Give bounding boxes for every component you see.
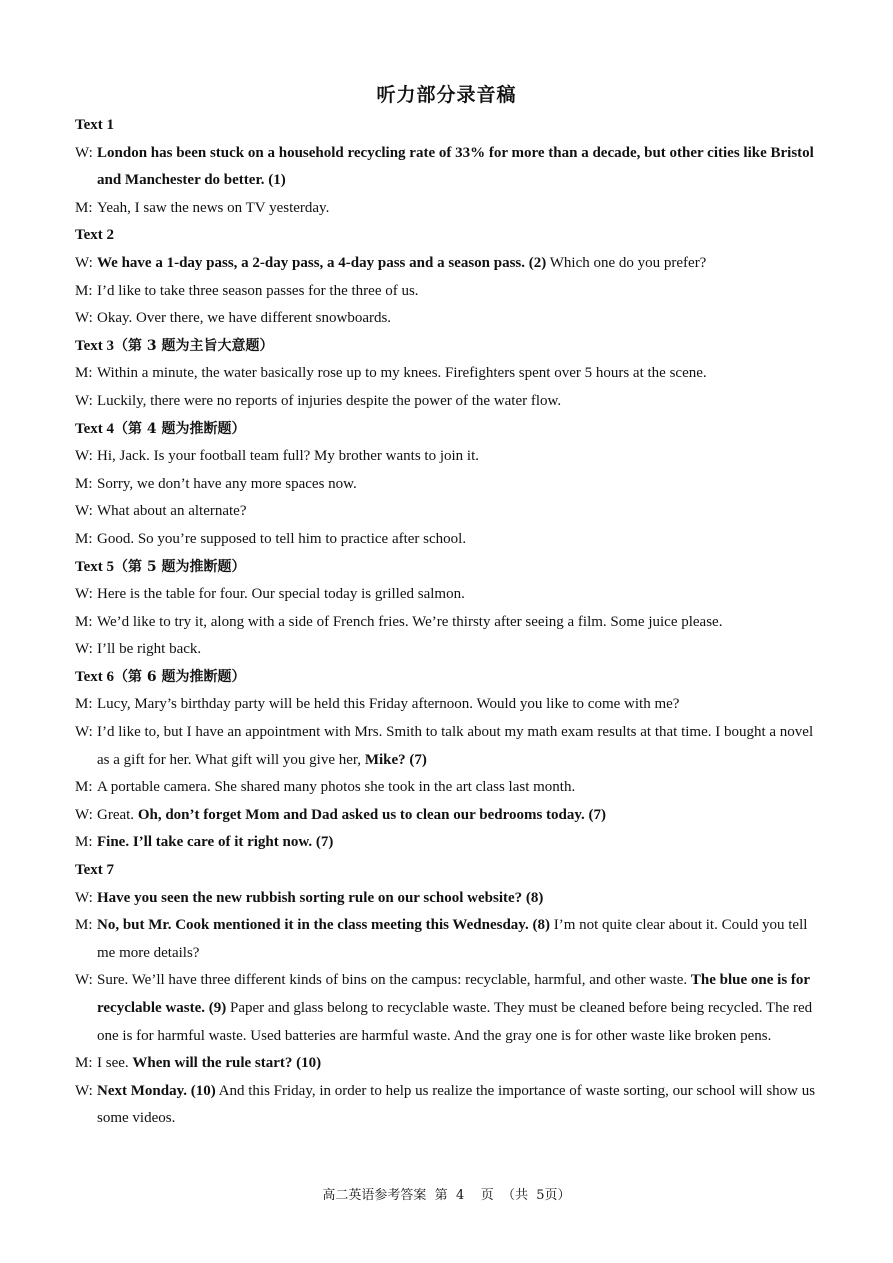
speech-segment: Okay. Over there, we have different snowboards. [97, 310, 392, 327]
section-heading-text: Text 4 [75, 420, 115, 437]
speech-text [97, 691, 817, 719]
speech-text [97, 581, 817, 609]
speech-text [97, 609, 817, 637]
speech-text [97, 195, 817, 223]
answer-key-text: When will the rule start? (10) [132, 1055, 322, 1072]
speech-text [97, 526, 817, 554]
speech-text [97, 278, 817, 306]
speech-text [97, 829, 817, 857]
section-heading [75, 112, 817, 140]
dialogue-line [75, 1050, 817, 1078]
dialogue-line [75, 802, 817, 830]
speaker-label: W: [75, 392, 93, 409]
section-heading-text: Text 2 [75, 227, 115, 244]
dialogue-line [75, 609, 817, 637]
speech-segment: And this Friday, in order to help us realize the importance of waste sorting, our school will show us some videos. [97, 1082, 816, 1127]
speaker-label: W: [75, 1082, 93, 1099]
answer-key-text: The blue one is for recyclable waste. (9) [97, 972, 810, 1016]
section-heading-text: Text 6 [75, 668, 115, 685]
speech-segment: Which one do you prefer? [546, 254, 707, 271]
speaker-label: M: [75, 613, 93, 630]
speech-text [97, 388, 817, 416]
section-heading-text: Text 7 [75, 862, 115, 879]
dialogue-line [75, 1078, 817, 1133]
section-heading-note: （第 6 题为推断题） [114, 668, 246, 685]
dialogue-line [75, 498, 817, 526]
dialogue-line [75, 250, 817, 278]
speaker-label: W: [75, 972, 93, 989]
section-heading-note: （第 3 题为主旨大意题） [114, 337, 274, 354]
speaker-label: M: [75, 365, 93, 382]
speech-segment: Good. So you’re supposed to tell him to practice after school. [97, 530, 467, 547]
answer-key-text: Mike? (7) [364, 751, 427, 768]
speech-segment: Lucy, Mary’s birthday party will be held this Friday afternoon. Would you like to come with me? [97, 696, 680, 713]
speech-segment: What about an alternate? [97, 503, 247, 520]
section-heading-text: Text 5 [75, 558, 115, 575]
speaker-label: W: [75, 144, 93, 161]
speech-segment: Great. [97, 806, 138, 823]
speaker-label: W: [75, 254, 93, 271]
speech-text [97, 140, 817, 195]
speech-segment: I’d like to take three season passes for the three of us. [97, 282, 419, 299]
speech-segment: I’ll be right back. [97, 641, 202, 658]
speech-segment: A portable camera. She shared many photos she took in the art class last month. [97, 779, 576, 796]
speaker-label: W: [75, 724, 93, 741]
speaker-label: M: [75, 199, 93, 216]
answer-key-text: Oh, don’t forget Mom and Dad asked us to clean our bedrooms today. (7) [137, 806, 607, 823]
speech-segment: Sure. We’ll have three different kinds of bins on the campus: recyclable, harmful, and other waste. [97, 972, 691, 989]
dialogue-line [75, 388, 817, 416]
transcript-body [75, 112, 817, 1133]
dialogue-line [75, 140, 817, 195]
speech-text [97, 802, 817, 830]
dialogue-line [75, 691, 817, 719]
speech-text [97, 1050, 817, 1078]
section-heading [75, 333, 817, 361]
speech-segment: Hi, Jack. Is your football team full? My brother wants to join it. [97, 448, 480, 465]
speech-text [97, 250, 817, 278]
dialogue-line [75, 195, 817, 223]
answer-key-text: Next Monday. (10) [97, 1082, 216, 1099]
speech-text [97, 719, 817, 774]
speech-text [97, 774, 817, 802]
dialogue-line [75, 443, 817, 471]
dialogue-line [75, 526, 817, 554]
speech-segment: Within a minute, the water basically rose up to my knees. Firefighters spent over 5 hours at the scene. [97, 365, 707, 382]
section-heading-text: Text 3 [75, 337, 115, 354]
speech-segment: Paper and glass belong to recyclable waste. They must be cleaned before being recycled. The red one is for harmful waste. Used batteries are harmful waste. And the gray one is for other waste like broken pens. [97, 1000, 813, 1044]
speech-segment: I’m not quite clear about it. Could you tell me more details? [97, 917, 808, 961]
section-heading-text: Text 1 [75, 117, 115, 133]
speaker-label: W: [75, 586, 93, 603]
dialogue-line [75, 305, 817, 333]
speech-text [97, 471, 817, 499]
dialogue-line [75, 967, 817, 1050]
speaker-label: M: [75, 530, 93, 547]
section-heading [75, 416, 817, 444]
speech-text [97, 498, 817, 526]
answer-key-text: Have you seen the new rubbish sorting rule on our school website? (8) [97, 889, 544, 906]
speech-text [97, 305, 817, 333]
speech-segment: I’d like to, but I have an appointment with Mrs. Smith to talk about my math exam results at that time. I bought a novel as a gift for her. What gift will you give her, [97, 724, 814, 768]
speech-text [97, 885, 817, 913]
section-heading-note: （第 4 题为推断题） [114, 420, 246, 437]
speech-text [97, 1078, 817, 1133]
speaker-label: M: [75, 696, 93, 713]
page-footer: 高二英语参考答案 第 4 页 （共 5页） [322, 1188, 571, 1203]
section-heading [75, 222, 817, 250]
answer-key-text: No, but Mr. Cook mentioned it in the class meeting this Wednesday. (8) [97, 917, 550, 934]
speech-segment: I see. [97, 1055, 133, 1072]
dialogue-line [75, 774, 817, 802]
speech-text [97, 636, 817, 664]
speaker-label: W: [75, 310, 93, 327]
section-heading-note: （第 5 题为推断题） [114, 558, 246, 575]
speech-segment: We’d like to try it, along with a side of French fries. We’re thirsty after seeing a film. Some juice please. [97, 613, 723, 630]
speaker-label: M: [75, 1055, 93, 1072]
section-heading [75, 664, 817, 692]
dialogue-line [75, 471, 817, 499]
dialogue-line [75, 719, 817, 774]
speech-text [97, 360, 817, 388]
speaker-label: W: [75, 448, 93, 465]
speech-segment: Yeah, I saw the news on TV yesterday. [97, 199, 330, 216]
section-heading [75, 857, 817, 885]
speaker-label: M: [75, 834, 93, 851]
dialogue-line [75, 360, 817, 388]
speech-text [97, 443, 817, 471]
speaker-label: W: [75, 889, 93, 906]
speaker-label: W: [75, 806, 93, 823]
dialogue-line [75, 885, 817, 913]
answer-key-text: Fine. I’ll take care of it right now. (7) [97, 834, 334, 851]
speech-text [97, 912, 817, 967]
speech-segment: Luckily, there were no reports of injuries despite the power of the water flow. [97, 392, 562, 409]
speaker-label: M: [75, 917, 93, 934]
speaker-label: M: [75, 779, 93, 796]
dialogue-line [75, 636, 817, 664]
speech-segment: Here is the table for four. Our special today is grilled salmon. [97, 586, 465, 603]
page-title: 听力部分录音稿 [376, 84, 517, 106]
answer-key-text: We have a 1-day pass, a 2-day pass, a 4-day pass and a season pass. (2) [97, 254, 547, 271]
dialogue-line [75, 829, 817, 857]
dialogue-line [75, 912, 817, 967]
speaker-label: M: [75, 282, 93, 299]
dialogue-line [75, 581, 817, 609]
section-heading [75, 554, 817, 582]
speaker-label: M: [75, 475, 93, 492]
speaker-label: W: [75, 641, 93, 658]
speaker-label: W: [75, 503, 93, 520]
answer-key-text: London has been stuck on a household recycling rate of 33% for more than a decade, but other cities like Bristol and Manchester do better. (1) [97, 144, 814, 189]
dialogue-line [75, 278, 817, 306]
speech-text [97, 967, 817, 1050]
speech-segment: Sorry, we don’t have any more spaces now. [97, 475, 357, 492]
